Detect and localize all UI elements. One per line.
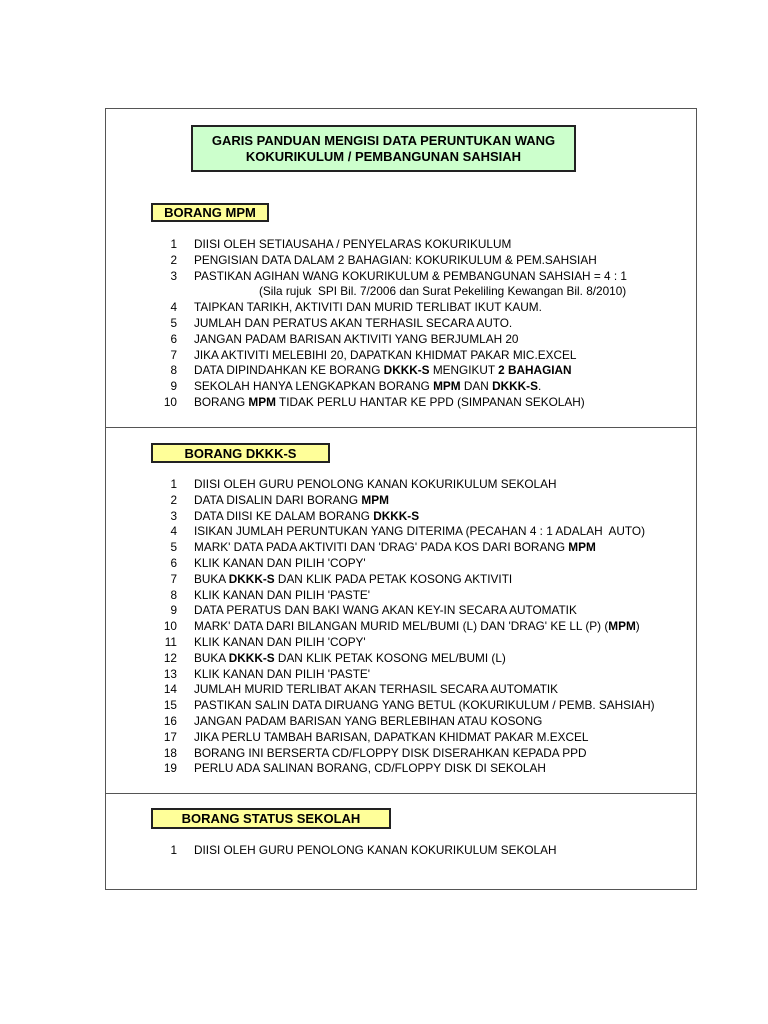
list-item (150, 698, 690, 714)
item-text-segment: PASTIKAN SALIN DATA DIRUANG YANG BETUL (KOKURIKULUM / PEMB. SAHSIAH) (194, 698, 655, 713)
section-divider (105, 793, 697, 794)
section-heading-label: BORANG STATUS SEKOLAH (181, 811, 361, 826)
item-number: 11 (164, 634, 177, 649)
item-text (194, 556, 366, 572)
item-text-bold: MPM (361, 492, 389, 507)
item-text (194, 300, 542, 316)
item-text-segment: DAN (460, 379, 493, 394)
item-text (194, 603, 577, 619)
item-text-segment: JUMLAH DAN PERATUS AKAN TERHASIL SECARA AUTO. (194, 315, 513, 330)
item-text-segment: JIKA PERLU TAMBAH BARISAN, DAPATKAN KHIDMAT PAKAR M.EXCEL (194, 729, 589, 744)
item-text-bold: DKKK-S (373, 508, 420, 523)
item-text-segment: KLIK KANAN DAN PILIH 'PASTE' (194, 666, 371, 681)
list-item (150, 667, 690, 683)
instruction-list-borang-dkkk-s (150, 477, 690, 777)
item-text-segment: SEKOLAH HANYA LENGKAPKAN BORANG (194, 379, 434, 394)
item-number: 13 (163, 666, 177, 681)
item-text-bold: MPM (568, 540, 596, 555)
item-text-segment: MENGIKUT (429, 363, 499, 378)
item-text-segment: DIISI OLEH GURU PENOLONG KANAN KOKURIKULUM SEKOLAH (194, 477, 557, 491)
item-text (194, 619, 640, 635)
list-item (150, 572, 690, 588)
item-text (194, 651, 506, 667)
item-text-segment: DATA DISALIN DARI BORANG (194, 492, 362, 507)
item-text (194, 379, 541, 395)
list-item (150, 237, 690, 253)
item-text (194, 524, 645, 540)
item-number: 7 (170, 347, 177, 362)
item-text (194, 682, 558, 698)
item-text (194, 698, 655, 714)
item-text (194, 477, 557, 493)
item-number: 9 (170, 379, 177, 394)
item-text-bold: MPM (608, 619, 636, 634)
item-number: 6 (170, 555, 177, 570)
item-text (194, 746, 586, 762)
item-text (194, 509, 419, 525)
list-item (150, 682, 690, 698)
list-item (150, 493, 690, 509)
item-number: 4 (170, 300, 177, 315)
item-text-segment: BORANG (194, 394, 249, 409)
list-item (150, 714, 690, 730)
item-text (194, 572, 512, 588)
list-item (150, 348, 690, 364)
item-text (194, 237, 511, 253)
item-text-segment: TAIPKAN TARIKH, AKTIVITI DAN MURID TERLIBAT IKUT KAUM. (194, 300, 542, 315)
list-item (150, 588, 690, 604)
item-number: 5 (170, 540, 177, 555)
item-text (194, 348, 576, 364)
item-text-segment: ) (635, 619, 640, 634)
item-text-segment: JIKA AKTIVITI MELEBIHI 20, DAPATKAN KHIDMAT PAKAR MIC.EXCEL (194, 347, 577, 362)
section-heading-borang-status-sekolah (151, 808, 391, 829)
item-text (194, 316, 512, 332)
section-heading-label: BORANG DKKK-S (184, 445, 297, 461)
item-text (194, 588, 370, 604)
item-text-bold: 2 BAHAGIAN (498, 363, 572, 378)
title-line-2: KOKURIKULUM / PEMBANGUNAN SAHSIAH (245, 148, 522, 164)
item-text-segment: PASTIKAN AGIHAN WANG KOKURIKULUM & PEMBANGUNAN SAHSIAH = 4 : 1 (194, 268, 627, 283)
item-number: 18 (163, 745, 177, 760)
list-item (150, 635, 690, 651)
item-text-segment: JANGAN PADAM BARISAN AKTIVITI YANG BERJUMLAH 20 (194, 331, 519, 346)
list-item (150, 363, 690, 379)
item-number: 12 (163, 650, 177, 665)
item-text-segment: BUKA (194, 650, 229, 665)
item-number: 14 (163, 682, 177, 697)
item-number: 3 (170, 508, 177, 523)
item-text-bold: DKKK-S (228, 571, 275, 586)
item-text-segment: DAN KLIK PADA PETAK KOSONG AKTIVITI (274, 571, 513, 586)
item-text (194, 493, 389, 509)
item-text-segment: DIISI OLEH GURU PENOLONG KANAN KOKURIKULUM SEKOLAH (194, 843, 557, 857)
item-text-bold: DKKK-S (492, 379, 538, 394)
item-number: 8 (170, 587, 177, 602)
item-text-bold: DKKK-S (228, 650, 275, 665)
item-number: 5 (170, 315, 177, 330)
item-number: 6 (170, 331, 177, 346)
item-number: 1 (170, 843, 177, 857)
item-number: 17 (163, 729, 177, 744)
list-item (150, 761, 690, 777)
item-number: 4 (170, 524, 177, 539)
list-item (150, 540, 690, 556)
item-number: 2 (170, 492, 177, 507)
item-number: 15 (163, 698, 177, 713)
list-item (150, 509, 690, 525)
item-text-segment: KLIK KANAN DAN PILIH 'PASTE' (194, 587, 371, 602)
list-item (150, 651, 690, 667)
list-item (150, 603, 690, 619)
list-item (150, 395, 690, 411)
item-text (194, 332, 519, 348)
list-item (150, 316, 690, 332)
item-number: 9 (170, 603, 177, 618)
list-item (150, 524, 690, 540)
item-text (194, 540, 596, 556)
list-item (150, 746, 690, 762)
item-note: (Sila rujuk SPI Bil. 7/2006 dan Surat Pekeliling Kewangan Bil. 8/2010) (259, 284, 627, 299)
item-text-segment: MARK' DATA DARI BILANGAN MURID MEL/BUMI (L) DAN 'DRAG' KE LL (P) ( (194, 619, 609, 634)
section-heading-label: BORANG MPM (164, 205, 256, 220)
item-text-bold: MPM (248, 394, 276, 409)
item-text-segment: ISIKAN JUMLAH PERUNTUKAN YANG DITERIMA (PECAHAN 4 : 1 ADALAH AUTO) (194, 524, 646, 539)
page-title (191, 125, 576, 172)
section-divider (105, 427, 697, 428)
item-number: 1 (170, 237, 177, 251)
item-text (194, 395, 585, 411)
list-item (150, 477, 690, 493)
item-number: 7 (170, 571, 177, 586)
item-text-bold: MPM (433, 379, 461, 394)
item-text-segment: JUMLAH MURID TERLIBAT AKAN TERHASIL SECARA AUTOMATIK (194, 682, 559, 697)
title-line-1: GARIS PANDUAN MENGISI DATA PERUNTUKAN WANG (211, 132, 556, 148)
list-item (150, 300, 690, 316)
item-text-segment: . (537, 379, 542, 394)
list-item (150, 619, 690, 635)
section-heading-borang-mpm (151, 203, 269, 222)
item-number: 16 (163, 713, 177, 728)
item-number: 1 (170, 477, 177, 491)
item-text (194, 714, 542, 730)
item-text-bold: DKKK-S (383, 363, 430, 378)
item-number: 2 (170, 252, 177, 267)
instruction-list-borang-mpm (150, 237, 690, 411)
section-heading-borang-dkkk-s (151, 443, 330, 463)
list-item (150, 379, 690, 395)
list-item (150, 253, 690, 269)
item-text-segment: BUKA (194, 571, 229, 586)
item-text (194, 635, 366, 651)
item-text-segment: DATA DIPINDAHKAN KE BORANG (194, 363, 384, 378)
item-text-segment: TIDAK PERLU HANTAR KE PPD (SIMPANAN SEKOLAH) (275, 394, 585, 409)
item-number: 10 (163, 394, 177, 409)
item-text-segment: JANGAN PADAM BARISAN YANG BERLEBIHAN ATAU KOSONG (194, 713, 543, 728)
item-number: 10 (163, 619, 177, 634)
item-number: 3 (170, 268, 177, 283)
item-text-segment: PENGISIAN DATA DALAM 2 BAHAGIAN: KOKURIKULUM & PEM.SAHSIAH (194, 252, 597, 267)
item-text (194, 667, 370, 683)
item-text-segment: KLIK KANAN DAN PILIH 'COPY' (194, 555, 366, 570)
list-item (150, 556, 690, 572)
item-text-segment: DATA DIISI KE DALAM BORANG (194, 508, 374, 523)
instruction-list-borang-status-sekolah (150, 843, 690, 859)
list-item (150, 269, 690, 285)
item-number: 19 (163, 761, 177, 776)
item-text-segment: DAN KLIK PETAK KOSONG MEL/BUMI (L) (274, 650, 506, 665)
list-item (150, 332, 690, 348)
item-text-segment: DATA PERATUS DAN BAKI WANG AKAN KEY-IN SECARA AUTOMATIK (194, 603, 577, 618)
list-item (150, 730, 690, 746)
item-text-segment: BORANG INI BERSERTA CD/FLOPPY DISK DISERAHKAN KEPADA PPD (194, 745, 587, 760)
item-text (194, 843, 557, 859)
item-text (194, 363, 572, 379)
item-text-segment: KLIK KANAN DAN PILIH 'COPY' (194, 634, 366, 649)
item-text-segment: MARK' DATA PADA AKTIVITI DAN 'DRAG' PADA KOS DARI BORANG (194, 540, 569, 555)
item-text (194, 269, 627, 285)
list-item (150, 843, 690, 859)
item-text-segment: DIISI OLEH SETIAUSAHA / PENYELARAS KOKURIKULUM (194, 237, 512, 251)
item-text (194, 761, 546, 777)
item-text-segment: PERLU ADA SALINAN BORANG, CD/FLOPPY DISK DI SEKOLAH (194, 761, 546, 776)
item-number: 8 (170, 363, 177, 378)
item-text (194, 730, 588, 746)
item-text (194, 253, 597, 269)
